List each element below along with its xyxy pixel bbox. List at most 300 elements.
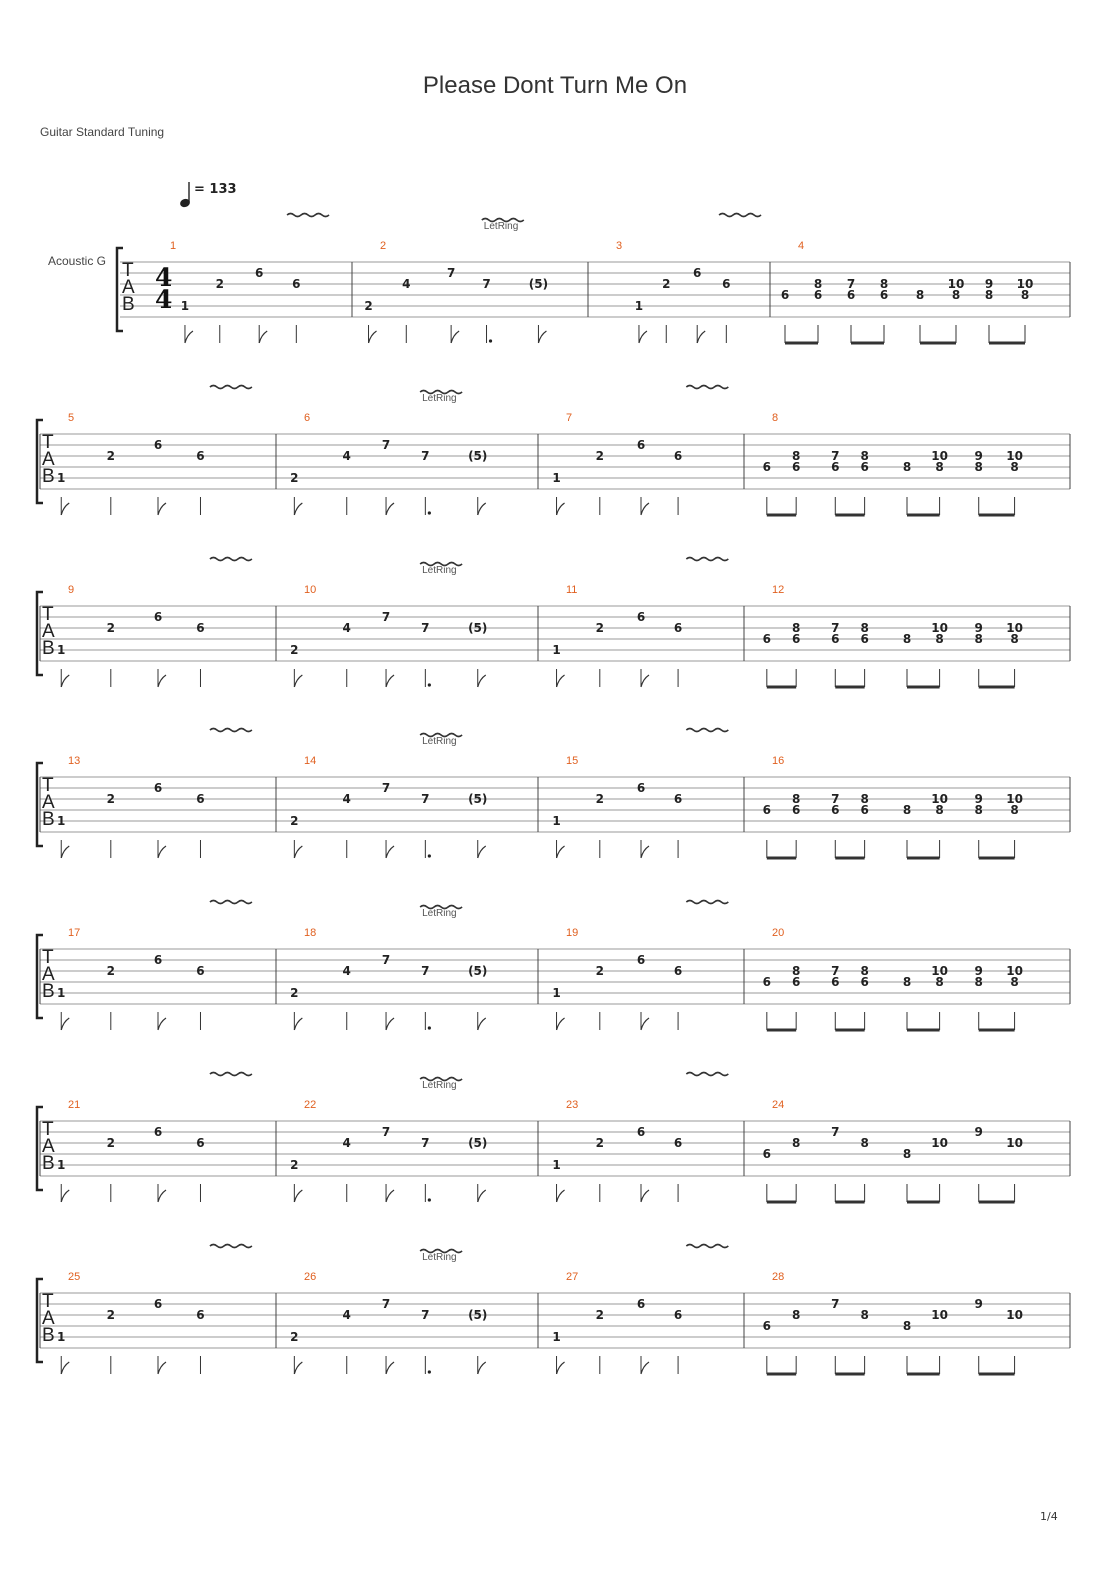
fret-number: 1 xyxy=(57,814,66,828)
fret-number: 6 xyxy=(636,438,646,452)
fret-number: 6 xyxy=(860,632,869,646)
fret-number: 6 xyxy=(673,621,683,635)
tab-clef-letter: T xyxy=(42,775,54,796)
eighth-flag-icon xyxy=(386,846,394,858)
fret-number: 6 xyxy=(762,1147,771,1161)
fret-number: 10 xyxy=(931,449,948,463)
fret-number: 6 xyxy=(292,277,301,291)
fret-number: 8 xyxy=(935,975,944,989)
fret-number: 9 xyxy=(974,964,983,978)
fret-number: (5) xyxy=(468,1308,488,1322)
fret-number: 2 xyxy=(290,986,299,1000)
fret-number: 10 xyxy=(931,1136,948,1150)
tab-clef-letter: B xyxy=(42,809,55,830)
fret-number: 6 xyxy=(153,610,163,624)
fret-number: 2 xyxy=(106,1308,115,1322)
vibrato-icon xyxy=(686,558,728,561)
fret-number: 2 xyxy=(106,964,115,978)
fret-number: 2 xyxy=(364,299,373,313)
fret-number: 6 xyxy=(153,1125,163,1139)
fret-number: 6 xyxy=(636,781,646,795)
fret-number: 8 xyxy=(791,1136,801,1150)
measure-number: 16 xyxy=(772,755,785,767)
fret-number: 6 xyxy=(831,460,840,474)
eighth-flag-icon xyxy=(478,1190,486,1202)
dotted-note-icon xyxy=(428,854,431,857)
fret-number: 10 xyxy=(931,792,948,806)
fret-number: 8 xyxy=(791,792,801,806)
fret-number: 8 xyxy=(791,449,801,463)
measure-number: 1 xyxy=(170,240,177,252)
eighth-flag-icon xyxy=(557,1018,565,1030)
fret-number: 6 xyxy=(762,632,771,646)
fret-number: 10 xyxy=(1006,964,1023,978)
tab-clef-letter: B xyxy=(42,466,55,487)
measure-number: 2 xyxy=(380,240,387,252)
fret-number: 6 xyxy=(153,1297,163,1311)
let-ring-label: LetRing xyxy=(483,221,519,232)
eighth-flag-icon xyxy=(158,1362,166,1374)
fret-number: 2 xyxy=(595,449,604,463)
fret-number: 1 xyxy=(57,1158,66,1172)
eighth-flag-icon xyxy=(557,503,565,515)
fret-number: 7 xyxy=(421,621,430,635)
fret-number: 6 xyxy=(846,288,856,302)
fret-number: 8 xyxy=(935,632,944,646)
fret-number: 9 xyxy=(974,621,983,635)
let-ring-label: LetRing xyxy=(422,736,457,747)
tab-clef-letter: B xyxy=(42,981,55,1002)
eighth-flag-icon xyxy=(369,331,377,343)
fret-number: 7 xyxy=(381,610,391,624)
fret-number: 1 xyxy=(634,299,644,313)
fret-number: 8 xyxy=(951,288,961,302)
let-ring-label: LetRing xyxy=(422,908,457,919)
fret-number: 2 xyxy=(290,1330,299,1344)
let-ring-label: LetRing xyxy=(422,393,457,404)
fret-number: 1 xyxy=(552,1330,561,1344)
fret-number: 6 xyxy=(762,975,771,989)
measure-number: 27 xyxy=(566,1271,579,1283)
fret-number: 6 xyxy=(196,449,205,463)
fret-number: 8 xyxy=(935,460,944,474)
fret-number: 7 xyxy=(446,266,456,280)
fret-number: 8 xyxy=(902,803,912,817)
fret-number: 6 xyxy=(762,1319,771,1333)
fret-number: 8 xyxy=(935,803,944,817)
fret-number: 4 xyxy=(342,1136,351,1150)
dotted-note-icon xyxy=(428,1370,431,1373)
measure-number: 23 xyxy=(566,1099,579,1111)
fret-number: 1 xyxy=(180,299,190,313)
fret-number: 6 xyxy=(673,449,683,463)
fret-number: 6 xyxy=(636,1297,646,1311)
eighth-flag-icon xyxy=(259,331,267,343)
measure-number: 15 xyxy=(566,755,579,767)
fret-number: 6 xyxy=(636,953,646,967)
fret-number: 8 xyxy=(1020,288,1030,302)
fret-number: 8 xyxy=(974,803,983,817)
eighth-flag-icon xyxy=(294,1362,302,1374)
fret-number: (5) xyxy=(468,964,488,978)
fret-number: 1 xyxy=(552,643,561,657)
eighth-flag-icon xyxy=(557,1190,565,1202)
eighth-flag-icon xyxy=(158,675,166,687)
fret-number: 2 xyxy=(595,1136,604,1150)
fret-number: 1 xyxy=(552,814,561,828)
dotted-note-icon xyxy=(428,1026,431,1029)
fret-number: 6 xyxy=(196,1136,205,1150)
fret-number: 8 xyxy=(860,621,869,635)
measure-number: 10 xyxy=(304,584,317,596)
fret-number: 1 xyxy=(552,471,561,485)
vibrato-icon xyxy=(719,214,761,217)
fret-number: 7 xyxy=(421,1136,430,1150)
eighth-flag-icon xyxy=(158,503,166,515)
eighth-flag-icon xyxy=(641,846,649,858)
fret-number: 10 xyxy=(931,964,948,978)
eighth-flag-icon xyxy=(61,675,69,687)
vibrato-icon xyxy=(287,214,329,217)
fret-number: 8 xyxy=(984,288,994,302)
fret-number: 10 xyxy=(1006,1136,1023,1150)
fret-number: 10 xyxy=(1006,792,1023,806)
fret-number: 6 xyxy=(791,803,801,817)
tab-clef-letter: T xyxy=(42,1291,54,1312)
fret-number: 2 xyxy=(290,643,299,657)
eighth-flag-icon xyxy=(478,503,486,515)
fret-number: 10 xyxy=(947,277,965,291)
fret-number: 2 xyxy=(290,814,299,828)
vibrato-icon xyxy=(686,386,728,389)
fret-number: (5) xyxy=(468,1136,488,1150)
fret-number: 8 xyxy=(879,277,889,291)
eighth-flag-icon xyxy=(61,1190,69,1202)
fret-number: 1 xyxy=(552,1158,561,1172)
fret-number: 8 xyxy=(974,632,983,646)
fret-number: 10 xyxy=(1006,1308,1023,1322)
fret-number: 9 xyxy=(974,1297,983,1311)
eighth-flag-icon xyxy=(61,1362,69,1374)
fret-number: 2 xyxy=(106,792,115,806)
fret-number: 6 xyxy=(153,953,163,967)
fret-number: 2 xyxy=(106,1136,115,1150)
fret-number: 6 xyxy=(196,792,205,806)
fret-number: 1 xyxy=(57,471,66,485)
fret-number: 9 xyxy=(984,277,994,291)
fret-number: 6 xyxy=(791,460,801,474)
tab-clef-letter: A xyxy=(42,621,55,642)
instrument-label: Acoustic G xyxy=(48,254,107,268)
measure-number: 17 xyxy=(68,927,81,939)
fret-number: 6 xyxy=(860,803,869,817)
fret-number: 8 xyxy=(902,632,912,646)
fret-number: 6 xyxy=(673,964,683,978)
eighth-flag-icon xyxy=(639,331,647,343)
fret-number: 7 xyxy=(831,1297,840,1311)
fret-number: 8 xyxy=(791,621,801,635)
fret-number: 2 xyxy=(595,964,604,978)
eighth-flag-icon xyxy=(478,1018,486,1030)
eighth-flag-icon xyxy=(451,331,459,343)
fret-number: (5) xyxy=(468,449,488,463)
fret-number: 6 xyxy=(673,792,683,806)
page-number: 1/4 xyxy=(1040,1510,1058,1523)
eighth-flag-icon xyxy=(185,331,193,343)
fret-number: 8 xyxy=(1010,632,1019,646)
fret-number: 7 xyxy=(381,781,391,795)
fret-number: 8 xyxy=(902,1147,912,1161)
fret-number: 7 xyxy=(381,1125,391,1139)
fret-number: 10 xyxy=(1016,277,1034,291)
eighth-flag-icon xyxy=(478,846,486,858)
tab-clef-letter: A xyxy=(42,964,55,985)
fret-number: 8 xyxy=(1010,975,1019,989)
fret-number: 6 xyxy=(153,438,163,452)
tab-clef-letter: B xyxy=(122,294,135,315)
fret-number: 6 xyxy=(636,1125,646,1139)
eighth-flag-icon xyxy=(641,675,649,687)
fret-number: 2 xyxy=(595,792,604,806)
fret-number: 7 xyxy=(421,792,430,806)
fret-number: 4 xyxy=(342,621,351,635)
fret-number: 6 xyxy=(196,621,205,635)
dotted-note-icon xyxy=(489,339,492,342)
fret-number: 4 xyxy=(402,277,411,291)
fret-number: 1 xyxy=(57,1330,66,1344)
fret-number: 6 xyxy=(860,975,869,989)
eighth-flag-icon xyxy=(697,331,705,343)
eighth-flag-icon xyxy=(61,1018,69,1030)
fret-number: 7 xyxy=(831,621,840,635)
fret-number: 2 xyxy=(290,471,299,485)
measure-number: 28 xyxy=(772,1271,785,1283)
measure-number: 6 xyxy=(304,412,311,424)
vibrato-icon xyxy=(686,1245,728,1248)
tab-clef-letter: B xyxy=(42,1325,55,1346)
fret-number: 7 xyxy=(482,277,491,291)
fret-number: 6 xyxy=(673,1308,683,1322)
fret-number: 8 xyxy=(860,449,869,463)
measure-number: 13 xyxy=(68,755,81,767)
fret-number: 2 xyxy=(215,277,224,291)
eighth-flag-icon xyxy=(557,675,565,687)
measure-number: 7 xyxy=(566,412,573,424)
fret-number: 8 xyxy=(1010,803,1019,817)
eighth-flag-icon xyxy=(641,1362,649,1374)
measure-number: 19 xyxy=(566,927,579,939)
fret-number: 7 xyxy=(381,438,391,452)
eighth-flag-icon xyxy=(386,675,394,687)
measure-number: 5 xyxy=(68,412,75,424)
fret-number: 8 xyxy=(791,1308,801,1322)
eighth-flag-icon xyxy=(294,675,302,687)
fret-number: (5) xyxy=(468,792,488,806)
measure-number: 11 xyxy=(566,584,578,596)
fret-number: 4 xyxy=(342,449,351,463)
fret-number: 6 xyxy=(831,632,840,646)
fret-number: 8 xyxy=(860,792,869,806)
fret-number: 7 xyxy=(831,449,840,463)
fret-number: 6 xyxy=(153,781,163,795)
eighth-flag-icon xyxy=(478,675,486,687)
measure-number: 12 xyxy=(772,584,785,596)
fret-number: 7 xyxy=(831,964,840,978)
eighth-flag-icon xyxy=(386,1362,394,1374)
eighth-flag-icon xyxy=(557,1362,565,1374)
tab-clef-letter: T xyxy=(42,604,54,625)
vibrato-icon xyxy=(210,901,252,904)
fret-number: 6 xyxy=(255,266,264,280)
fret-number: 1 xyxy=(552,986,561,1000)
fret-number: 6 xyxy=(636,610,646,624)
tab-clef-letter: A xyxy=(42,1308,55,1329)
fret-number: 8 xyxy=(974,975,983,989)
measure-number: 24 xyxy=(772,1099,785,1111)
fret-number: 6 xyxy=(693,266,702,280)
fret-number: 6 xyxy=(673,1136,683,1150)
eighth-flag-icon xyxy=(158,1190,166,1202)
dotted-note-icon xyxy=(428,683,431,686)
fret-number: 6 xyxy=(791,975,801,989)
tab-clef-letter: A xyxy=(42,449,55,470)
vibrato-icon xyxy=(210,1073,252,1076)
measure-number: 25 xyxy=(68,1271,81,1283)
dotted-note-icon xyxy=(428,1198,431,1201)
fret-number: 9 xyxy=(974,449,983,463)
fret-number: 2 xyxy=(662,277,671,291)
eighth-flag-icon xyxy=(641,1018,649,1030)
fret-number: 1 xyxy=(57,643,66,657)
fret-number: 8 xyxy=(902,975,912,989)
eighth-flag-icon xyxy=(386,1190,394,1202)
fret-number: 6 xyxy=(762,803,771,817)
eighth-flag-icon xyxy=(158,1018,166,1030)
tuning-label: Guitar Standard Tuning xyxy=(40,125,165,139)
song-title: Please Dont Turn Me On xyxy=(422,72,688,99)
fret-number: 7 xyxy=(831,1125,840,1139)
measure-number: 8 xyxy=(772,412,779,424)
eighth-flag-icon xyxy=(158,846,166,858)
tab-clef-letter: T xyxy=(42,432,54,453)
fret-number: 7 xyxy=(421,449,430,463)
eighth-flag-icon xyxy=(294,1190,302,1202)
fret-number: 6 xyxy=(780,288,790,302)
measure-number: 22 xyxy=(304,1099,317,1111)
fret-number: 6 xyxy=(860,460,869,474)
fret-number: 8 xyxy=(974,460,983,474)
let-ring-label: LetRing xyxy=(422,1252,457,1263)
eighth-flag-icon xyxy=(641,503,649,515)
tab-clef-letter: B xyxy=(42,638,55,659)
fret-number: 10 xyxy=(931,1308,948,1322)
fret-number: 1 xyxy=(57,986,66,1000)
vibrato-icon xyxy=(210,558,252,561)
fret-number: 8 xyxy=(860,964,869,978)
eighth-flag-icon xyxy=(294,503,302,515)
fret-number: 6 xyxy=(196,1308,205,1322)
fret-number: 8 xyxy=(860,1308,869,1322)
fret-number: 9 xyxy=(974,792,983,806)
measure-number: 21 xyxy=(68,1099,81,1111)
vibrato-icon xyxy=(686,1073,728,1076)
tempo-marking: = 133 xyxy=(194,182,237,197)
fret-number: 4 xyxy=(342,792,351,806)
fret-number: 9 xyxy=(974,1125,983,1139)
let-ring-label: LetRing xyxy=(422,565,457,576)
fret-number: 8 xyxy=(902,460,912,474)
eighth-flag-icon xyxy=(386,503,394,515)
tab-clef-letter: T xyxy=(42,947,54,968)
measure-number: 18 xyxy=(304,927,317,939)
vibrato-icon xyxy=(686,901,728,904)
fret-number: 8 xyxy=(1010,460,1019,474)
fret-number: (5) xyxy=(468,621,488,635)
tab-clef-letter: T xyxy=(42,1119,54,1140)
fret-number: 10 xyxy=(1006,449,1023,463)
measure-number: 9 xyxy=(68,584,75,596)
measure-number: 14 xyxy=(304,755,317,767)
fret-number: 4 xyxy=(342,1308,351,1322)
fret-number: 6 xyxy=(831,803,840,817)
eighth-flag-icon xyxy=(61,503,69,515)
fret-number: 2 xyxy=(595,621,604,635)
measure-number: 26 xyxy=(304,1271,317,1283)
fret-number: 7 xyxy=(381,953,391,967)
tab-clef-letter: A xyxy=(42,792,55,813)
eighth-flag-icon xyxy=(386,1018,394,1030)
fret-number: 2 xyxy=(595,1308,604,1322)
fret-number: 7 xyxy=(846,277,856,291)
fret-number: 2 xyxy=(106,449,115,463)
fret-number: 10 xyxy=(931,621,948,635)
vibrato-icon xyxy=(210,729,252,732)
dotted-note-icon xyxy=(428,511,431,514)
fret-number: 6 xyxy=(791,632,801,646)
time-signature-bottom: 4 xyxy=(155,285,173,314)
eighth-flag-icon xyxy=(557,846,565,858)
fret-number: 7 xyxy=(381,1297,391,1311)
fret-number: 7 xyxy=(421,964,430,978)
fret-number: 2 xyxy=(106,621,115,635)
eighth-flag-icon xyxy=(294,846,302,858)
vibrato-icon xyxy=(686,729,728,732)
eighth-flag-icon xyxy=(538,331,546,343)
fret-number: 6 xyxy=(879,288,889,302)
fret-number: (5) xyxy=(528,277,549,291)
eighth-flag-icon xyxy=(641,1190,649,1202)
fret-number: 6 xyxy=(196,964,205,978)
time-signature-top: 4 xyxy=(155,263,173,292)
measure-number: 3 xyxy=(616,240,623,252)
vibrato-icon xyxy=(210,1245,252,1248)
eighth-flag-icon xyxy=(478,1362,486,1374)
vibrato-icon xyxy=(210,386,252,389)
fret-number: 2 xyxy=(290,1158,299,1172)
tab-clef-letter: A xyxy=(122,277,135,298)
let-ring-label: LetRing xyxy=(422,1080,457,1091)
measure-number: 20 xyxy=(772,927,785,939)
fret-number: 8 xyxy=(813,277,823,291)
fret-number: 8 xyxy=(902,1319,912,1333)
fret-number: 7 xyxy=(831,792,840,806)
fret-number: 6 xyxy=(831,975,840,989)
fret-number: 6 xyxy=(722,277,731,291)
fret-number: 6 xyxy=(762,460,771,474)
measure-number: 4 xyxy=(798,240,805,252)
fret-number: 6 xyxy=(813,288,823,302)
fret-number: 8 xyxy=(791,964,801,978)
